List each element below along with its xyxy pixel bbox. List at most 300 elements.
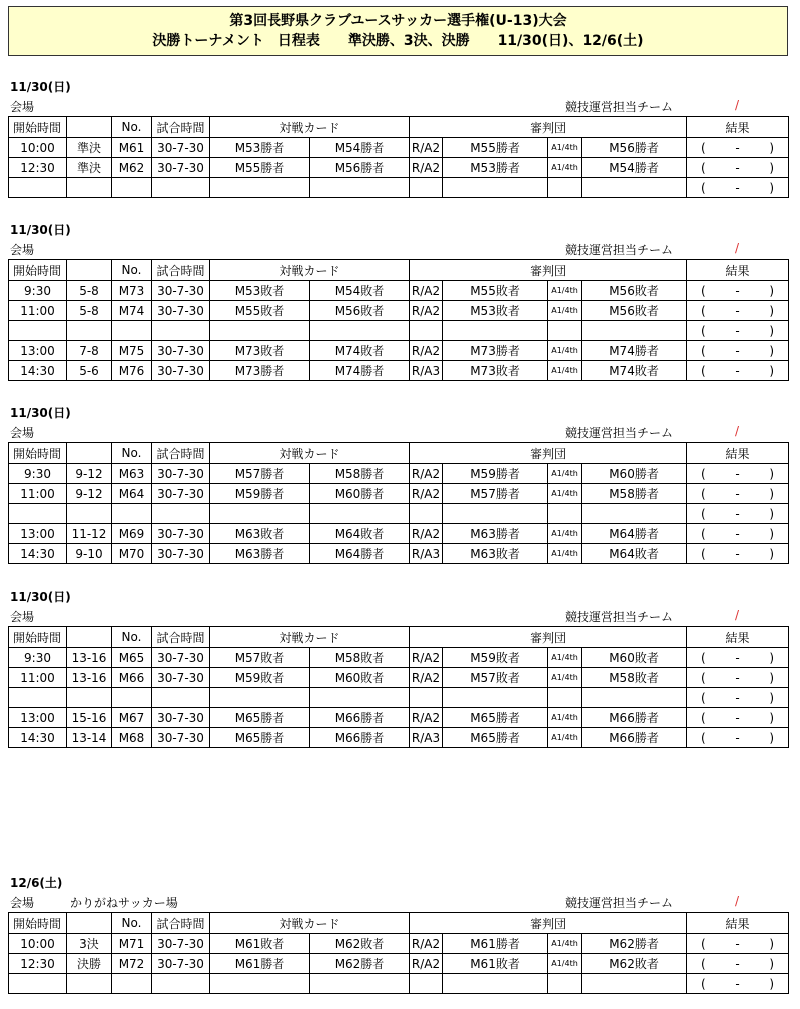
match-no-cell <box>112 974 152 994</box>
schedule-table <box>8 259 789 381</box>
referee-role-cell: R/A2 <box>410 464 443 484</box>
round-cell: 5-6 <box>67 361 112 381</box>
start-time-cell: 13:00 <box>9 341 67 361</box>
assistant-role-cell <box>548 974 582 994</box>
start-time-cell: 13:00 <box>9 708 67 728</box>
team2-cell: M64勝者 <box>310 544 410 564</box>
round-cell: 9-12 <box>67 484 112 504</box>
assistant-role-cell: A1/4th <box>548 524 582 544</box>
result-cell <box>687 648 789 668</box>
duration-cell <box>152 974 210 994</box>
assistant-role-cell <box>548 688 582 708</box>
team2-cell: M56敗者 <box>310 301 410 321</box>
referee-role-cell: R/A3 <box>410 544 443 564</box>
referee-team-cell: M59敗者 <box>443 648 548 668</box>
duration-cell: 30-7-30 <box>152 281 210 301</box>
table-row <box>9 688 789 708</box>
assistant-team-cell <box>582 178 687 198</box>
result-dash-mark: - <box>735 956 740 971</box>
duration-cell <box>152 504 210 524</box>
assistant-team-cell: M60勝者 <box>582 464 687 484</box>
table-row <box>9 728 789 748</box>
referee-team-cell <box>443 321 548 341</box>
match-no-cell: M65 <box>112 648 152 668</box>
match-no-cell: M75 <box>112 341 152 361</box>
header-start-time: 開始時間 <box>9 260 67 281</box>
result-dash-mark: - <box>735 466 740 481</box>
referee-team-cell <box>443 178 548 198</box>
referee-role-cell <box>410 321 443 341</box>
start-time-cell: 11:00 <box>9 484 67 504</box>
header-no: No. <box>112 260 152 281</box>
result-close-mark: ) <box>769 730 775 745</box>
operating-team-label: 競技運営担当チーム <box>565 243 674 257</box>
team2-cell <box>310 321 410 341</box>
duration-cell <box>152 688 210 708</box>
table-row <box>9 648 789 668</box>
referee-role-cell: R/A2 <box>410 524 443 544</box>
operating-team-label: 競技運営担当チーム <box>565 610 674 624</box>
assistant-team-cell: M66勝者 <box>582 728 687 748</box>
assistant-role-cell: A1/4th <box>548 281 582 301</box>
result-placeholder <box>687 691 788 705</box>
team1-cell <box>210 504 310 524</box>
result-open-mark: ( <box>701 466 706 481</box>
result-cell <box>687 138 789 158</box>
result-open-mark: ( <box>701 650 706 665</box>
round-cell: 7-8 <box>67 341 112 361</box>
duration-cell: 30-7-30 <box>152 934 210 954</box>
result-cell <box>687 934 789 954</box>
referee-role-cell <box>410 178 443 198</box>
result-cell <box>687 504 789 524</box>
round-cell: 決勝 <box>67 954 112 974</box>
header-match-card: 対戦カード <box>210 627 410 648</box>
result-close-mark: ) <box>769 303 775 318</box>
assistant-team-cell: M56敗者 <box>582 281 687 301</box>
result-dash-mark: - <box>735 730 740 745</box>
match-no-cell: M69 <box>112 524 152 544</box>
table-row <box>9 138 789 158</box>
result-open-mark: ( <box>701 506 706 521</box>
duration-cell: 30-7-30 <box>152 708 210 728</box>
assistant-role-cell <box>548 321 582 341</box>
result-cell <box>687 301 789 321</box>
team2-cell: M62敗者 <box>310 934 410 954</box>
match-no-cell <box>112 688 152 708</box>
venue-name: かりがねサッカー場 <box>70 896 178 910</box>
round-cell: 準決 <box>67 158 112 178</box>
team2-cell: M62勝者 <box>310 954 410 974</box>
result-placeholder <box>687 711 788 725</box>
table-row <box>9 524 789 544</box>
start-time-cell: 13:00 <box>9 524 67 544</box>
referee-role-cell: R/A2 <box>410 934 443 954</box>
result-open-mark: ( <box>701 180 706 195</box>
result-open-mark: ( <box>701 936 706 951</box>
header-duration: 試合時間 <box>152 443 210 464</box>
duration-cell: 30-7-30 <box>152 728 210 748</box>
team1-cell: M65勝者 <box>210 728 310 748</box>
table-row <box>9 361 789 381</box>
result-dash-mark: - <box>735 303 740 318</box>
venue-label: 会場 <box>10 426 35 440</box>
round-cell: 3決 <box>67 934 112 954</box>
result-open-mark: ( <box>701 690 706 705</box>
duration-cell: 30-7-30 <box>152 464 210 484</box>
round-cell: 13-16 <box>67 648 112 668</box>
team2-cell: M56勝者 <box>310 158 410 178</box>
assistant-role-cell: A1/4th <box>548 668 582 688</box>
header-no: No. <box>112 627 152 648</box>
table-row <box>9 178 789 198</box>
result-close-mark: ) <box>769 650 775 665</box>
result-placeholder <box>687 141 788 155</box>
venue-label: 会場 <box>10 610 35 624</box>
assistant-team-cell: M56勝者 <box>582 138 687 158</box>
referee-team-cell <box>443 504 548 524</box>
team1-cell: M73敗者 <box>210 341 310 361</box>
start-time-cell: 9:30 <box>9 464 67 484</box>
operating-team-label: 競技運営担当チーム <box>565 896 674 910</box>
round-cell: 準決 <box>67 138 112 158</box>
round-cell: 13-14 <box>67 728 112 748</box>
result-cell <box>687 341 789 361</box>
assistant-role-cell: A1/4th <box>548 361 582 381</box>
header-match-card: 対戦カード <box>210 117 410 138</box>
table-row <box>9 484 789 504</box>
referee-role-cell: R/A2 <box>410 648 443 668</box>
result-placeholder <box>687 181 788 195</box>
result-cell <box>687 974 789 994</box>
round-cell <box>67 974 112 994</box>
referee-team-cell: M55勝者 <box>443 138 548 158</box>
team1-cell: M63勝者 <box>210 544 310 564</box>
result-open-mark: ( <box>701 160 706 175</box>
result-open-mark: ( <box>701 670 706 685</box>
round-cell: 5-8 <box>67 301 112 321</box>
match-no-cell <box>112 321 152 341</box>
schedule-table <box>8 442 789 564</box>
start-time-cell: 14:30 <box>9 728 67 748</box>
result-cell <box>687 361 789 381</box>
result-close-mark: ) <box>769 526 775 541</box>
result-dash-mark: - <box>735 670 740 685</box>
team1-cell: M59勝者 <box>210 484 310 504</box>
result-open-mark: ( <box>701 546 706 561</box>
assistant-team-cell: M56敗者 <box>582 301 687 321</box>
result-cell <box>687 281 789 301</box>
assistant-role-cell: A1/4th <box>548 728 582 748</box>
team1-cell: M73勝者 <box>210 361 310 381</box>
assistant-role-cell: A1/4th <box>548 341 582 361</box>
result-cell <box>687 668 789 688</box>
assistant-role-cell: A1/4th <box>548 138 582 158</box>
match-no-cell: M67 <box>112 708 152 728</box>
result-dash-mark: - <box>735 343 740 358</box>
venue-label: 会場 <box>10 100 35 114</box>
result-cell <box>687 688 789 708</box>
result-close-mark: ) <box>769 343 775 358</box>
header-no: No. <box>112 443 152 464</box>
referee-team-cell: M63敗者 <box>443 544 548 564</box>
header-duration: 試合時間 <box>152 627 210 648</box>
table-row <box>9 341 789 361</box>
referee-team-cell: M73勝者 <box>443 341 548 361</box>
result-cell <box>687 484 789 504</box>
table-row <box>9 464 789 484</box>
result-close-mark: ) <box>769 936 775 951</box>
header-round <box>67 913 112 934</box>
result-dash-mark: - <box>735 283 740 298</box>
duration-cell: 30-7-30 <box>152 341 210 361</box>
assistant-role-cell <box>548 178 582 198</box>
match-no-cell: M64 <box>112 484 152 504</box>
result-placeholder <box>687 527 788 541</box>
assistant-role-cell: A1/4th <box>548 158 582 178</box>
round-cell: 13-16 <box>67 668 112 688</box>
assistant-team-cell: M58勝者 <box>582 484 687 504</box>
header-referee: 審判団 <box>410 117 687 138</box>
assistant-team-cell: M58敗者 <box>582 668 687 688</box>
duration-cell: 30-7-30 <box>152 668 210 688</box>
team1-cell: M61勝者 <box>210 954 310 974</box>
result-open-mark: ( <box>701 303 706 318</box>
result-dash-mark: - <box>735 710 740 725</box>
result-dash-mark: - <box>735 140 740 155</box>
team2-cell: M58敗者 <box>310 648 410 668</box>
header-start-time: 開始時間 <box>9 627 67 648</box>
duration-cell: 30-7-30 <box>152 158 210 178</box>
result-close-mark: ) <box>769 546 775 561</box>
start-time-cell: 12:30 <box>9 954 67 974</box>
section-date: 11/30(日) <box>10 590 71 604</box>
start-time-cell: 11:00 <box>9 301 67 321</box>
team1-cell <box>210 178 310 198</box>
team2-cell <box>310 504 410 524</box>
assistant-team-cell: M54勝者 <box>582 158 687 178</box>
header-duration: 試合時間 <box>152 913 210 934</box>
assistant-team-cell: M64勝者 <box>582 524 687 544</box>
result-close-mark: ) <box>769 323 775 338</box>
start-time-cell <box>9 321 67 341</box>
result-placeholder <box>687 344 788 358</box>
match-no-cell: M76 <box>112 361 152 381</box>
result-close-mark: ) <box>769 180 775 195</box>
operating-team-label: 競技運営担当チーム <box>565 100 674 114</box>
duration-cell: 30-7-30 <box>152 484 210 504</box>
assistant-role-cell: A1/4th <box>548 464 582 484</box>
result-placeholder <box>687 731 788 745</box>
result-placeholder <box>687 547 788 561</box>
duration-cell: 30-7-30 <box>152 954 210 974</box>
match-no-cell: M72 <box>112 954 152 974</box>
header-referee: 審判団 <box>410 913 687 934</box>
team2-cell: M54勝者 <box>310 138 410 158</box>
result-close-mark: ) <box>769 140 775 155</box>
table-row <box>9 158 789 178</box>
match-no-cell: M70 <box>112 544 152 564</box>
result-cell <box>687 158 789 178</box>
header-round <box>67 627 112 648</box>
team1-cell: M59敗者 <box>210 668 310 688</box>
result-close-mark: ) <box>769 466 775 481</box>
match-no-cell <box>112 178 152 198</box>
header-start-time: 開始時間 <box>9 913 67 934</box>
result-dash-mark: - <box>735 936 740 951</box>
referee-role-cell: R/A2 <box>410 281 443 301</box>
header-round <box>67 443 112 464</box>
result-cell <box>687 728 789 748</box>
duration-cell: 30-7-30 <box>152 524 210 544</box>
team1-cell: M63敗者 <box>210 524 310 544</box>
venue-row <box>10 424 70 441</box>
operating-team-slash: / <box>735 608 740 622</box>
table-row <box>9 974 789 994</box>
start-time-cell: 9:30 <box>9 281 67 301</box>
start-time-cell <box>9 504 67 524</box>
start-time-cell <box>9 974 67 994</box>
assistant-role-cell: A1/4th <box>548 934 582 954</box>
result-placeholder <box>687 284 788 298</box>
referee-role-cell: R/A2 <box>410 301 443 321</box>
referee-team-cell: M65勝者 <box>443 728 548 748</box>
referee-role-cell: R/A2 <box>410 158 443 178</box>
table-row <box>9 668 789 688</box>
assistant-role-cell: A1/4th <box>548 484 582 504</box>
result-placeholder <box>687 671 788 685</box>
assistant-team-cell: M64敗者 <box>582 544 687 564</box>
start-time-cell: 10:00 <box>9 934 67 954</box>
result-cell <box>687 321 789 341</box>
result-open-mark: ( <box>701 710 706 725</box>
referee-role-cell <box>410 504 443 524</box>
referee-role-cell <box>410 688 443 708</box>
team2-cell: M74勝者 <box>310 361 410 381</box>
header-round <box>67 260 112 281</box>
result-close-mark: ) <box>769 956 775 971</box>
venue-label: 会場 <box>10 243 35 257</box>
referee-role-cell: R/A2 <box>410 341 443 361</box>
result-cell <box>687 708 789 728</box>
start-time-cell <box>9 178 67 198</box>
referee-team-cell: M61敗者 <box>443 954 548 974</box>
section-date: 11/30(日) <box>10 406 71 420</box>
header-result: 結果 <box>687 260 789 281</box>
team1-cell: M65勝者 <box>210 708 310 728</box>
team2-cell <box>310 178 410 198</box>
header-referee: 審判団 <box>410 627 687 648</box>
team2-cell: M66勝者 <box>310 728 410 748</box>
document-title-box <box>8 6 788 56</box>
duration-cell <box>152 178 210 198</box>
result-placeholder <box>687 651 788 665</box>
assistant-team-cell <box>582 688 687 708</box>
venue-row <box>10 894 178 911</box>
start-time-cell: 14:30 <box>9 361 67 381</box>
operating-team-slash: / <box>735 424 740 438</box>
match-no-cell: M66 <box>112 668 152 688</box>
assistant-team-cell: M60敗者 <box>582 648 687 668</box>
team2-cell: M60敗者 <box>310 668 410 688</box>
result-placeholder <box>687 487 788 501</box>
header-result: 結果 <box>687 913 789 934</box>
referee-team-cell: M53敗者 <box>443 301 548 321</box>
venue-row <box>10 241 70 258</box>
result-placeholder <box>687 364 788 378</box>
schedule-table <box>8 626 789 748</box>
team2-cell: M66勝者 <box>310 708 410 728</box>
round-cell: 5-8 <box>67 281 112 301</box>
referee-role-cell: R/A2 <box>410 708 443 728</box>
result-dash-mark: - <box>735 180 740 195</box>
result-cell <box>687 954 789 974</box>
round-cell <box>67 504 112 524</box>
section-date: 11/30(日) <box>10 80 71 94</box>
match-no-cell: M74 <box>112 301 152 321</box>
result-open-mark: ( <box>701 526 706 541</box>
team1-cell: M57敗者 <box>210 648 310 668</box>
referee-team-cell: M55敗者 <box>443 281 548 301</box>
match-no-cell: M71 <box>112 934 152 954</box>
team2-cell: M60勝者 <box>310 484 410 504</box>
team2-cell: M64敗者 <box>310 524 410 544</box>
result-close-mark: ) <box>769 670 775 685</box>
venue-row <box>10 98 70 115</box>
result-open-mark: ( <box>701 730 706 745</box>
start-time-cell: 9:30 <box>9 648 67 668</box>
duration-cell: 30-7-30 <box>152 544 210 564</box>
team2-cell: M58勝者 <box>310 464 410 484</box>
header-match-card: 対戦カード <box>210 913 410 934</box>
assistant-team-cell <box>582 321 687 341</box>
header-referee: 審判団 <box>410 260 687 281</box>
duration-cell: 30-7-30 <box>152 138 210 158</box>
referee-team-cell: M53勝者 <box>443 158 548 178</box>
start-time-cell: 14:30 <box>9 544 67 564</box>
table-row <box>9 281 789 301</box>
assistant-team-cell: M74勝者 <box>582 341 687 361</box>
table-row <box>9 321 789 341</box>
result-dash-mark: - <box>735 486 740 501</box>
referee-role-cell: R/A3 <box>410 728 443 748</box>
result-cell <box>687 464 789 484</box>
result-cell <box>687 178 789 198</box>
team1-cell: M53勝者 <box>210 138 310 158</box>
result-dash-mark: - <box>735 650 740 665</box>
result-open-mark: ( <box>701 343 706 358</box>
result-cell <box>687 544 789 564</box>
result-close-mark: ) <box>769 160 775 175</box>
title-line-1: 第3回長野県クラブユースサッカー選手権(U-13)大会 <box>229 13 567 29</box>
result-open-mark: ( <box>701 140 706 155</box>
referee-role-cell: R/A3 <box>410 361 443 381</box>
referee-role-cell: R/A2 <box>410 138 443 158</box>
section-date: 12/6(土) <box>10 876 63 890</box>
team2-cell: M54敗者 <box>310 281 410 301</box>
header-match-card: 対戦カード <box>210 260 410 281</box>
round-cell: 9-12 <box>67 464 112 484</box>
table-row <box>9 544 789 564</box>
header-result: 結果 <box>687 627 789 648</box>
team1-cell <box>210 688 310 708</box>
team1-cell: M53敗者 <box>210 281 310 301</box>
result-placeholder <box>687 324 788 338</box>
result-placeholder <box>687 937 788 951</box>
result-open-mark: ( <box>701 976 706 991</box>
match-no-cell <box>112 504 152 524</box>
referee-team-cell: M61勝者 <box>443 934 548 954</box>
